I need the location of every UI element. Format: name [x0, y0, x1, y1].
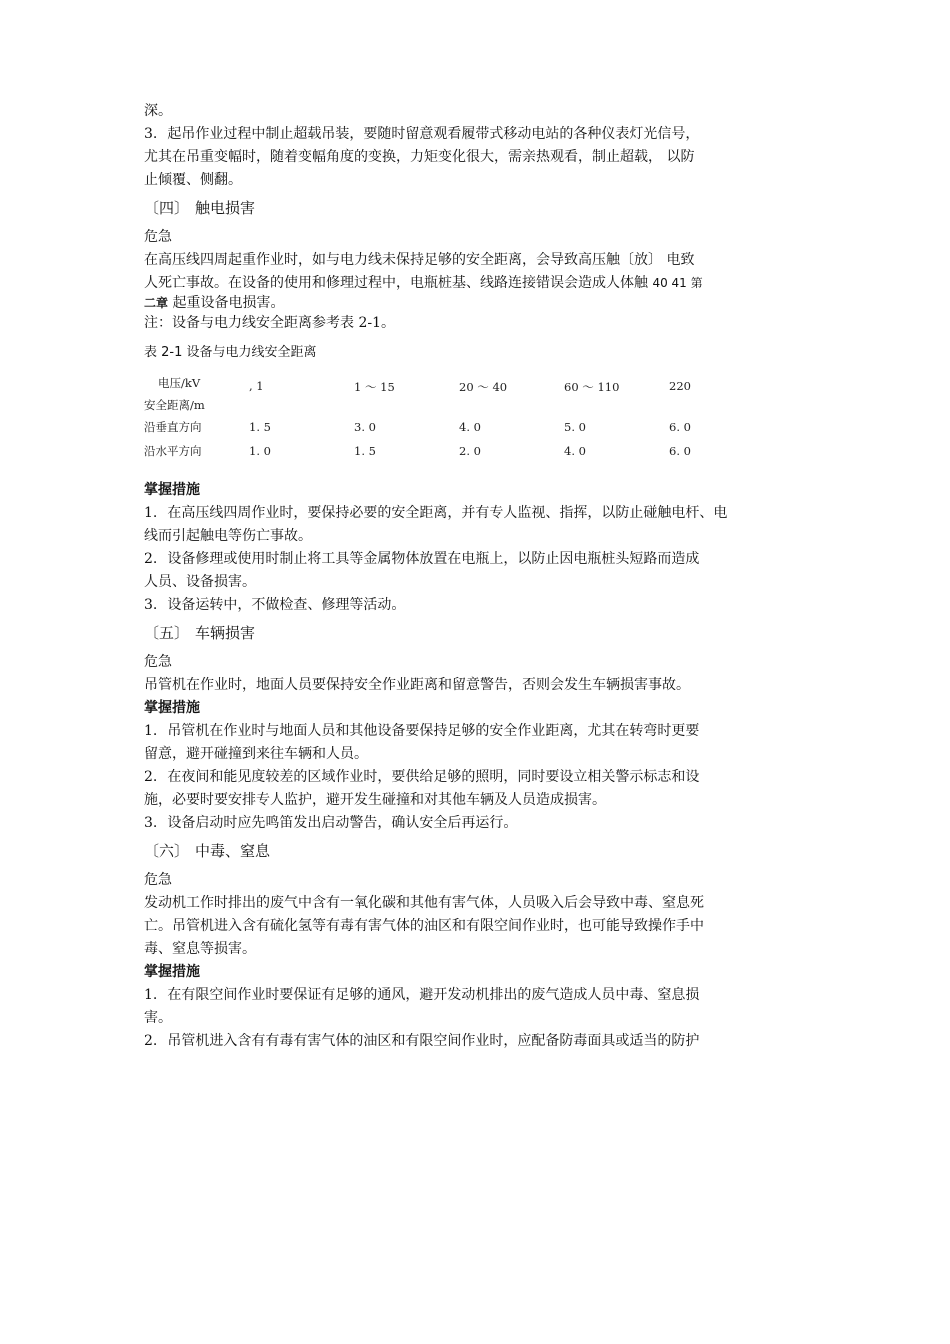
section-heading — [144, 840, 814, 863]
text-line: 起吊作业过程中制止超载吊装，要随时留意观看履带式移动电站的各种仪表灯光信号， — [167, 126, 700, 142]
text-line: 设备修理或使用时制止将工具等金属物体放置在电瓶上，以防止因电瓶桩头短路而造成 — [167, 551, 700, 567]
table-header-cell: 220 — [669, 379, 691, 393]
chapter-fragment: 二章 — [144, 296, 169, 310]
text-line: 尤其在吊重变幅时，随着变幅角度的变换，力矩变化很大，需亲热观看，制止超载， 以防 — [144, 149, 695, 165]
table-header-cell — [144, 373, 249, 415]
text-line: 止倾覆、侧翻。 — [144, 172, 242, 188]
hazard-label: 危急 — [144, 229, 172, 245]
measures-label: 掌握措施 — [144, 964, 200, 980]
text-line: 深。 — [144, 103, 172, 119]
table-row — [144, 373, 774, 415]
document-page — [144, 100, 814, 1053]
table-cell: 3. 0 — [354, 420, 376, 434]
text-line: 发动机工作时排出的废气中含有一氧化碳和其他有害气体，人员吸入后会导致中毒、窒息死 — [144, 895, 704, 911]
text-line — [144, 272, 814, 295]
section-heading — [144, 622, 814, 645]
list-item — [144, 502, 814, 525]
table-cell: 4. 0 — [459, 420, 481, 434]
text-line: 亡。吊管机进入含有硫化氢等有毒有害气体的油区和有限空间作业时，也可能导致操作手中 — [144, 918, 704, 934]
text-line: 在有限空间作业时要保证有足够的通风，避开发动机排出的废气造成人员中毒、窒息损 — [167, 987, 700, 1003]
table-header-cell: 1 ～ 15 — [354, 380, 395, 394]
table-header-cell: 60 ～ 110 — [564, 380, 620, 394]
section-title: 中毒、窒息 — [195, 842, 271, 860]
section-number: 〔五〕 — [144, 624, 190, 642]
text-line: 吊管机在作业时与地面人员和其他设备要保持足够的安全作业距离，尤其在转弯时更要 — [167, 723, 700, 739]
table-row — [144, 415, 774, 439]
list-item — [144, 812, 814, 835]
header-distance-label: 安全距离/m — [144, 398, 205, 412]
text-line: 毒、窒息等损害。 — [144, 941, 256, 957]
list-item — [144, 548, 814, 571]
page-number-fragment: 40 41 第 — [652, 276, 703, 290]
text-line: 留意，避开碰撞到来往车辆和人员。 — [144, 746, 368, 762]
list-number: 1. — [144, 723, 158, 739]
list-number: 3. — [144, 597, 158, 613]
hazard-label: 危急 — [144, 654, 172, 670]
section-number: 〔六〕 — [144, 842, 190, 860]
text-line: 吊管机进入含有有毒有害气体的油区和有限空间作业时，应配备防毒面具或适当的防护 — [167, 1033, 700, 1049]
text-line: 害。 — [144, 1010, 172, 1026]
table-header-cell: 20 ～ 40 — [459, 380, 508, 394]
text-line: 人员、设备损害。 — [144, 574, 256, 590]
measures-label: 掌握措施 — [144, 700, 200, 716]
list-item — [144, 594, 814, 617]
table-cell: 6. 0 — [669, 444, 691, 458]
section-heading — [144, 197, 814, 220]
text-line: 吊管机在作业时，地面人员要保持安全作业距离和留意警告，否则会发生车辆损害事故。 — [144, 677, 690, 693]
text-line: 在高压线四周起重作业时，如与电力线未保持足够的安全距离，会导致高压触〔放〕 电致 — [144, 252, 695, 268]
text-line: 设备启动时应先鸣笛发出启动警告，确认安全后再运行。 — [167, 815, 518, 831]
table-row-label: 沿垂直方向 — [144, 420, 202, 434]
table-caption: 表 2-1 设备与电力线安全距离 — [144, 345, 317, 360]
header-voltage-label: 电压/kV — [158, 376, 201, 390]
text-line: 施，必要时要安排专人监护，避开发生碰撞和对其他车辆及人员造成损害。 — [144, 792, 606, 808]
list-item — [144, 766, 814, 789]
list-item — [144, 1030, 814, 1053]
text-line: 在高压线四周作业时，要保持必要的安全距离，并有专人监视、指挥，以防止碰触电杆、电 — [167, 505, 728, 521]
table-cell: 6. 0 — [669, 420, 691, 434]
text-segment: 起重设备电损害。 — [172, 295, 285, 311]
text-segment: 人死亡事故。在设备的使用和修理过程中，电瓶桩基、线路连接错误会造成人体触 — [144, 275, 648, 291]
table-note: 注：设备与电力线安全距离参考表 2-1。 — [144, 315, 395, 331]
table-cell: 4. 0 — [564, 444, 586, 458]
text-line: 线而引起触电等伤亡事故。 — [144, 528, 312, 544]
list-number: 1. — [144, 987, 158, 1003]
measures-label: 掌握措施 — [144, 482, 200, 498]
list-number: 2. — [144, 551, 158, 567]
text-line: 设备运转中，不做检查、修理等活动。 — [167, 597, 406, 613]
list-number: 1. — [144, 505, 158, 521]
text-line — [144, 295, 814, 312]
list-number: 2. — [144, 769, 158, 785]
section-title: 车辆损害 — [195, 624, 256, 642]
table-cell: 1. 0 — [249, 444, 271, 458]
list-item — [144, 123, 814, 146]
safety-distance-table — [144, 373, 774, 463]
section-title: 触电损害 — [195, 199, 256, 217]
hazard-label: 危急 — [144, 872, 172, 888]
list-item — [144, 720, 814, 743]
table-cell: 1. 5 — [249, 420, 271, 434]
table-cell: 1. 5 — [354, 444, 376, 458]
table-row — [144, 439, 774, 463]
list-number: 2. — [144, 1033, 158, 1049]
list-item — [144, 984, 814, 1007]
text-line: 在夜间和能见度较差的区域作业时，要供给足够的照明，同时要设立相关警示标志和设 — [167, 769, 700, 785]
table-cell: 2. 0 — [459, 444, 481, 458]
list-number: 3. — [144, 815, 158, 831]
section-number: 〔四〕 — [144, 199, 190, 217]
list-number: 3. — [144, 126, 158, 142]
table-row-label: 沿水平方向 — [144, 444, 202, 458]
table-header-cell: , 1 — [249, 379, 264, 393]
table-cell: 5. 0 — [564, 420, 586, 434]
